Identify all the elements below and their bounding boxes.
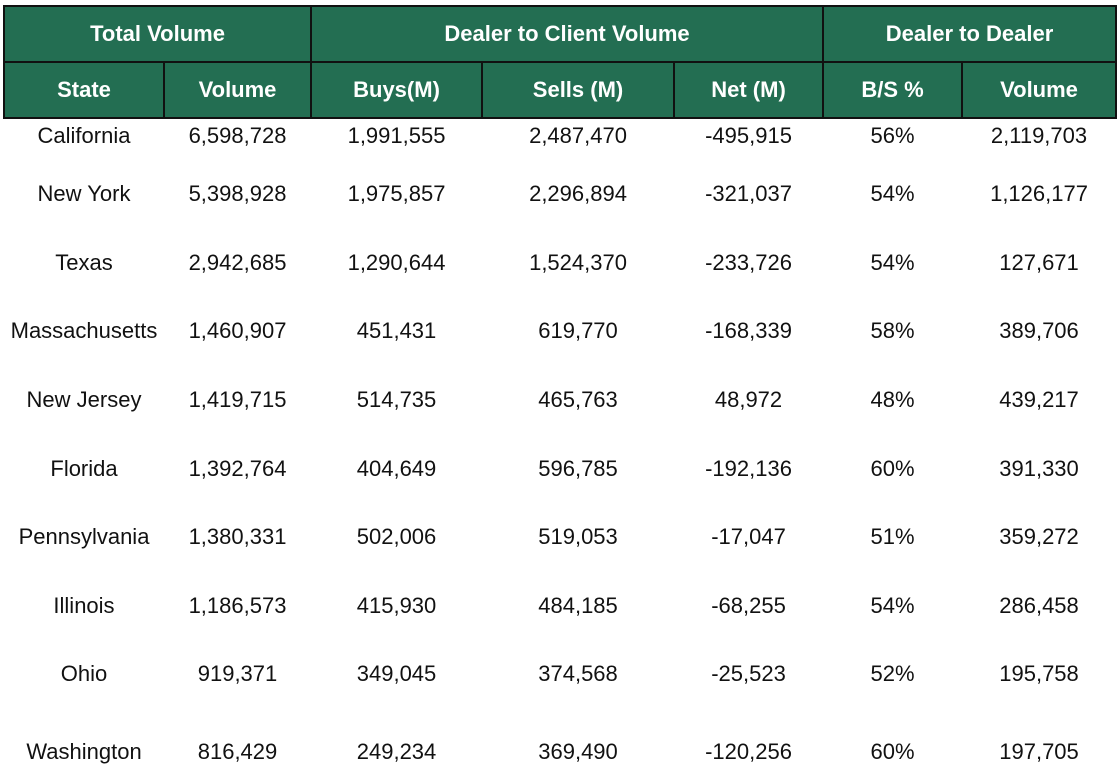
column-header-state: State bbox=[4, 62, 164, 118]
cell-state: Massachusetts bbox=[10, 318, 158, 344]
cell-buys: 514,735 bbox=[356, 387, 437, 413]
cell-net: -25,523 bbox=[711, 661, 786, 687]
cell-bs-percent: 56% bbox=[870, 123, 915, 148]
cell-buys: 404,649 bbox=[356, 455, 437, 481]
cell-bs-percent: 60% bbox=[870, 738, 915, 764]
column-header-buys: Buys(M) bbox=[311, 62, 482, 118]
cell-state: Pennsylvania bbox=[18, 524, 150, 550]
cell-buys: 451,431 bbox=[356, 318, 437, 344]
cell-state: Texas bbox=[55, 249, 113, 275]
cell-dd-volume: 389,706 bbox=[999, 318, 1079, 344]
cell-dd-volume: 195,758 bbox=[999, 661, 1079, 687]
group-header-dealer-to-client: Dealer to Client Volume bbox=[311, 6, 823, 62]
table-row bbox=[4, 366, 1116, 435]
cell-bs-percent: 54% bbox=[870, 249, 915, 275]
cell-dd-volume: 2,119,703 bbox=[990, 123, 1088, 148]
table-body bbox=[4, 118, 1116, 771]
table-row bbox=[4, 118, 1116, 160]
cell-bs-percent: 51% bbox=[870, 524, 915, 550]
cell-net: -168,339 bbox=[705, 318, 792, 344]
cell-total-volume: 5,398,928 bbox=[188, 181, 287, 207]
group-header-row bbox=[4, 6, 1116, 62]
table-row bbox=[4, 160, 1116, 229]
cell-dd-volume: 286,458 bbox=[999, 592, 1079, 618]
table-row bbox=[4, 572, 1116, 641]
cell-total-volume: 1,392,764 bbox=[188, 455, 287, 481]
cell-sells: 619,770 bbox=[538, 318, 618, 344]
cell-buys: 415,930 bbox=[356, 592, 437, 618]
cell-net: 48,972 bbox=[714, 387, 783, 413]
cell-total-volume: 919,371 bbox=[197, 661, 278, 687]
column-header-total-volume: Volume bbox=[164, 62, 311, 118]
column-header-sells: Sells (M) bbox=[482, 62, 674, 118]
cell-sells: 596,785 bbox=[538, 455, 618, 481]
cell-net: -68,255 bbox=[711, 592, 786, 618]
table-row bbox=[4, 297, 1116, 366]
cell-state: California bbox=[37, 123, 131, 148]
column-header-bs-percent: B/S % bbox=[823, 62, 962, 118]
cell-state: New Jersey bbox=[26, 387, 142, 413]
table-row bbox=[4, 434, 1116, 503]
cell-total-volume: 1,460,907 bbox=[188, 318, 287, 344]
cell-buys: 1,991,555 bbox=[347, 123, 446, 148]
cell-sells: 369,490 bbox=[538, 738, 618, 764]
cell-bs-percent: 54% bbox=[870, 181, 915, 207]
cell-buys: 502,006 bbox=[356, 524, 437, 550]
cell-buys: 1,975,857 bbox=[347, 181, 446, 207]
cell-state: New York bbox=[37, 181, 131, 207]
cell-total-volume: 6,598,728 bbox=[188, 123, 287, 148]
cell-sells: 2,487,470 bbox=[529, 123, 627, 148]
table-row bbox=[4, 229, 1116, 298]
cell-dd-volume: 359,272 bbox=[999, 524, 1079, 550]
cell-net: -120,256 bbox=[705, 738, 792, 764]
column-header-dd-volume: Volume bbox=[962, 62, 1116, 118]
column-header-net: Net (M) bbox=[674, 62, 823, 118]
cell-net: -233,726 bbox=[705, 249, 792, 275]
cell-state: Illinois bbox=[53, 592, 115, 618]
cell-sells: 519,053 bbox=[538, 524, 618, 550]
group-header-total-volume: Total Volume bbox=[4, 6, 311, 62]
cell-sells: 465,763 bbox=[538, 387, 618, 413]
cell-total-volume: 816,429 bbox=[197, 738, 278, 764]
cell-net: -495,915 bbox=[705, 123, 792, 148]
cell-dd-volume: 439,217 bbox=[999, 387, 1079, 413]
cell-buys: 349,045 bbox=[356, 661, 437, 687]
cell-state: Washington bbox=[26, 738, 142, 764]
cell-total-volume: 2,942,685 bbox=[188, 249, 287, 275]
cell-total-volume: 1,186,573 bbox=[188, 592, 287, 618]
cell-bs-percent: 54% bbox=[870, 592, 915, 618]
cell-dd-volume: 197,705 bbox=[999, 738, 1079, 764]
cell-sells: 1,524,370 bbox=[529, 249, 627, 275]
cell-bs-percent: 60% bbox=[870, 455, 915, 481]
cell-net: -321,037 bbox=[705, 181, 792, 207]
cell-net: -17,047 bbox=[711, 524, 786, 550]
cell-sells: 374,568 bbox=[538, 661, 618, 687]
cell-net: -192,136 bbox=[705, 455, 792, 481]
cell-sells: 2,296,894 bbox=[529, 181, 627, 207]
cell-buys: 1,290,644 bbox=[347, 249, 446, 275]
cell-dd-volume: 127,671 bbox=[999, 249, 1079, 275]
cell-sells: 484,185 bbox=[538, 592, 618, 618]
column-header-row bbox=[4, 62, 1116, 118]
table-row bbox=[4, 503, 1116, 572]
cell-buys: 249,234 bbox=[356, 738, 437, 764]
cell-total-volume: 1,419,715 bbox=[188, 387, 287, 413]
table-row bbox=[4, 709, 1116, 771]
cell-bs-percent: 48% bbox=[870, 387, 915, 413]
group-header-dealer-to-dealer: Dealer to Dealer bbox=[823, 6, 1116, 62]
cell-bs-percent: 52% bbox=[870, 661, 915, 687]
table-row bbox=[4, 640, 1116, 709]
cell-total-volume: 1,380,331 bbox=[188, 524, 287, 550]
cell-dd-volume: 1,126,177 bbox=[990, 181, 1088, 207]
cell-dd-volume: 391,330 bbox=[999, 455, 1079, 481]
cell-bs-percent: 58% bbox=[870, 318, 915, 344]
cell-state: Ohio bbox=[60, 661, 108, 687]
state-volume-table bbox=[3, 5, 1117, 771]
cell-state: Florida bbox=[50, 455, 118, 481]
